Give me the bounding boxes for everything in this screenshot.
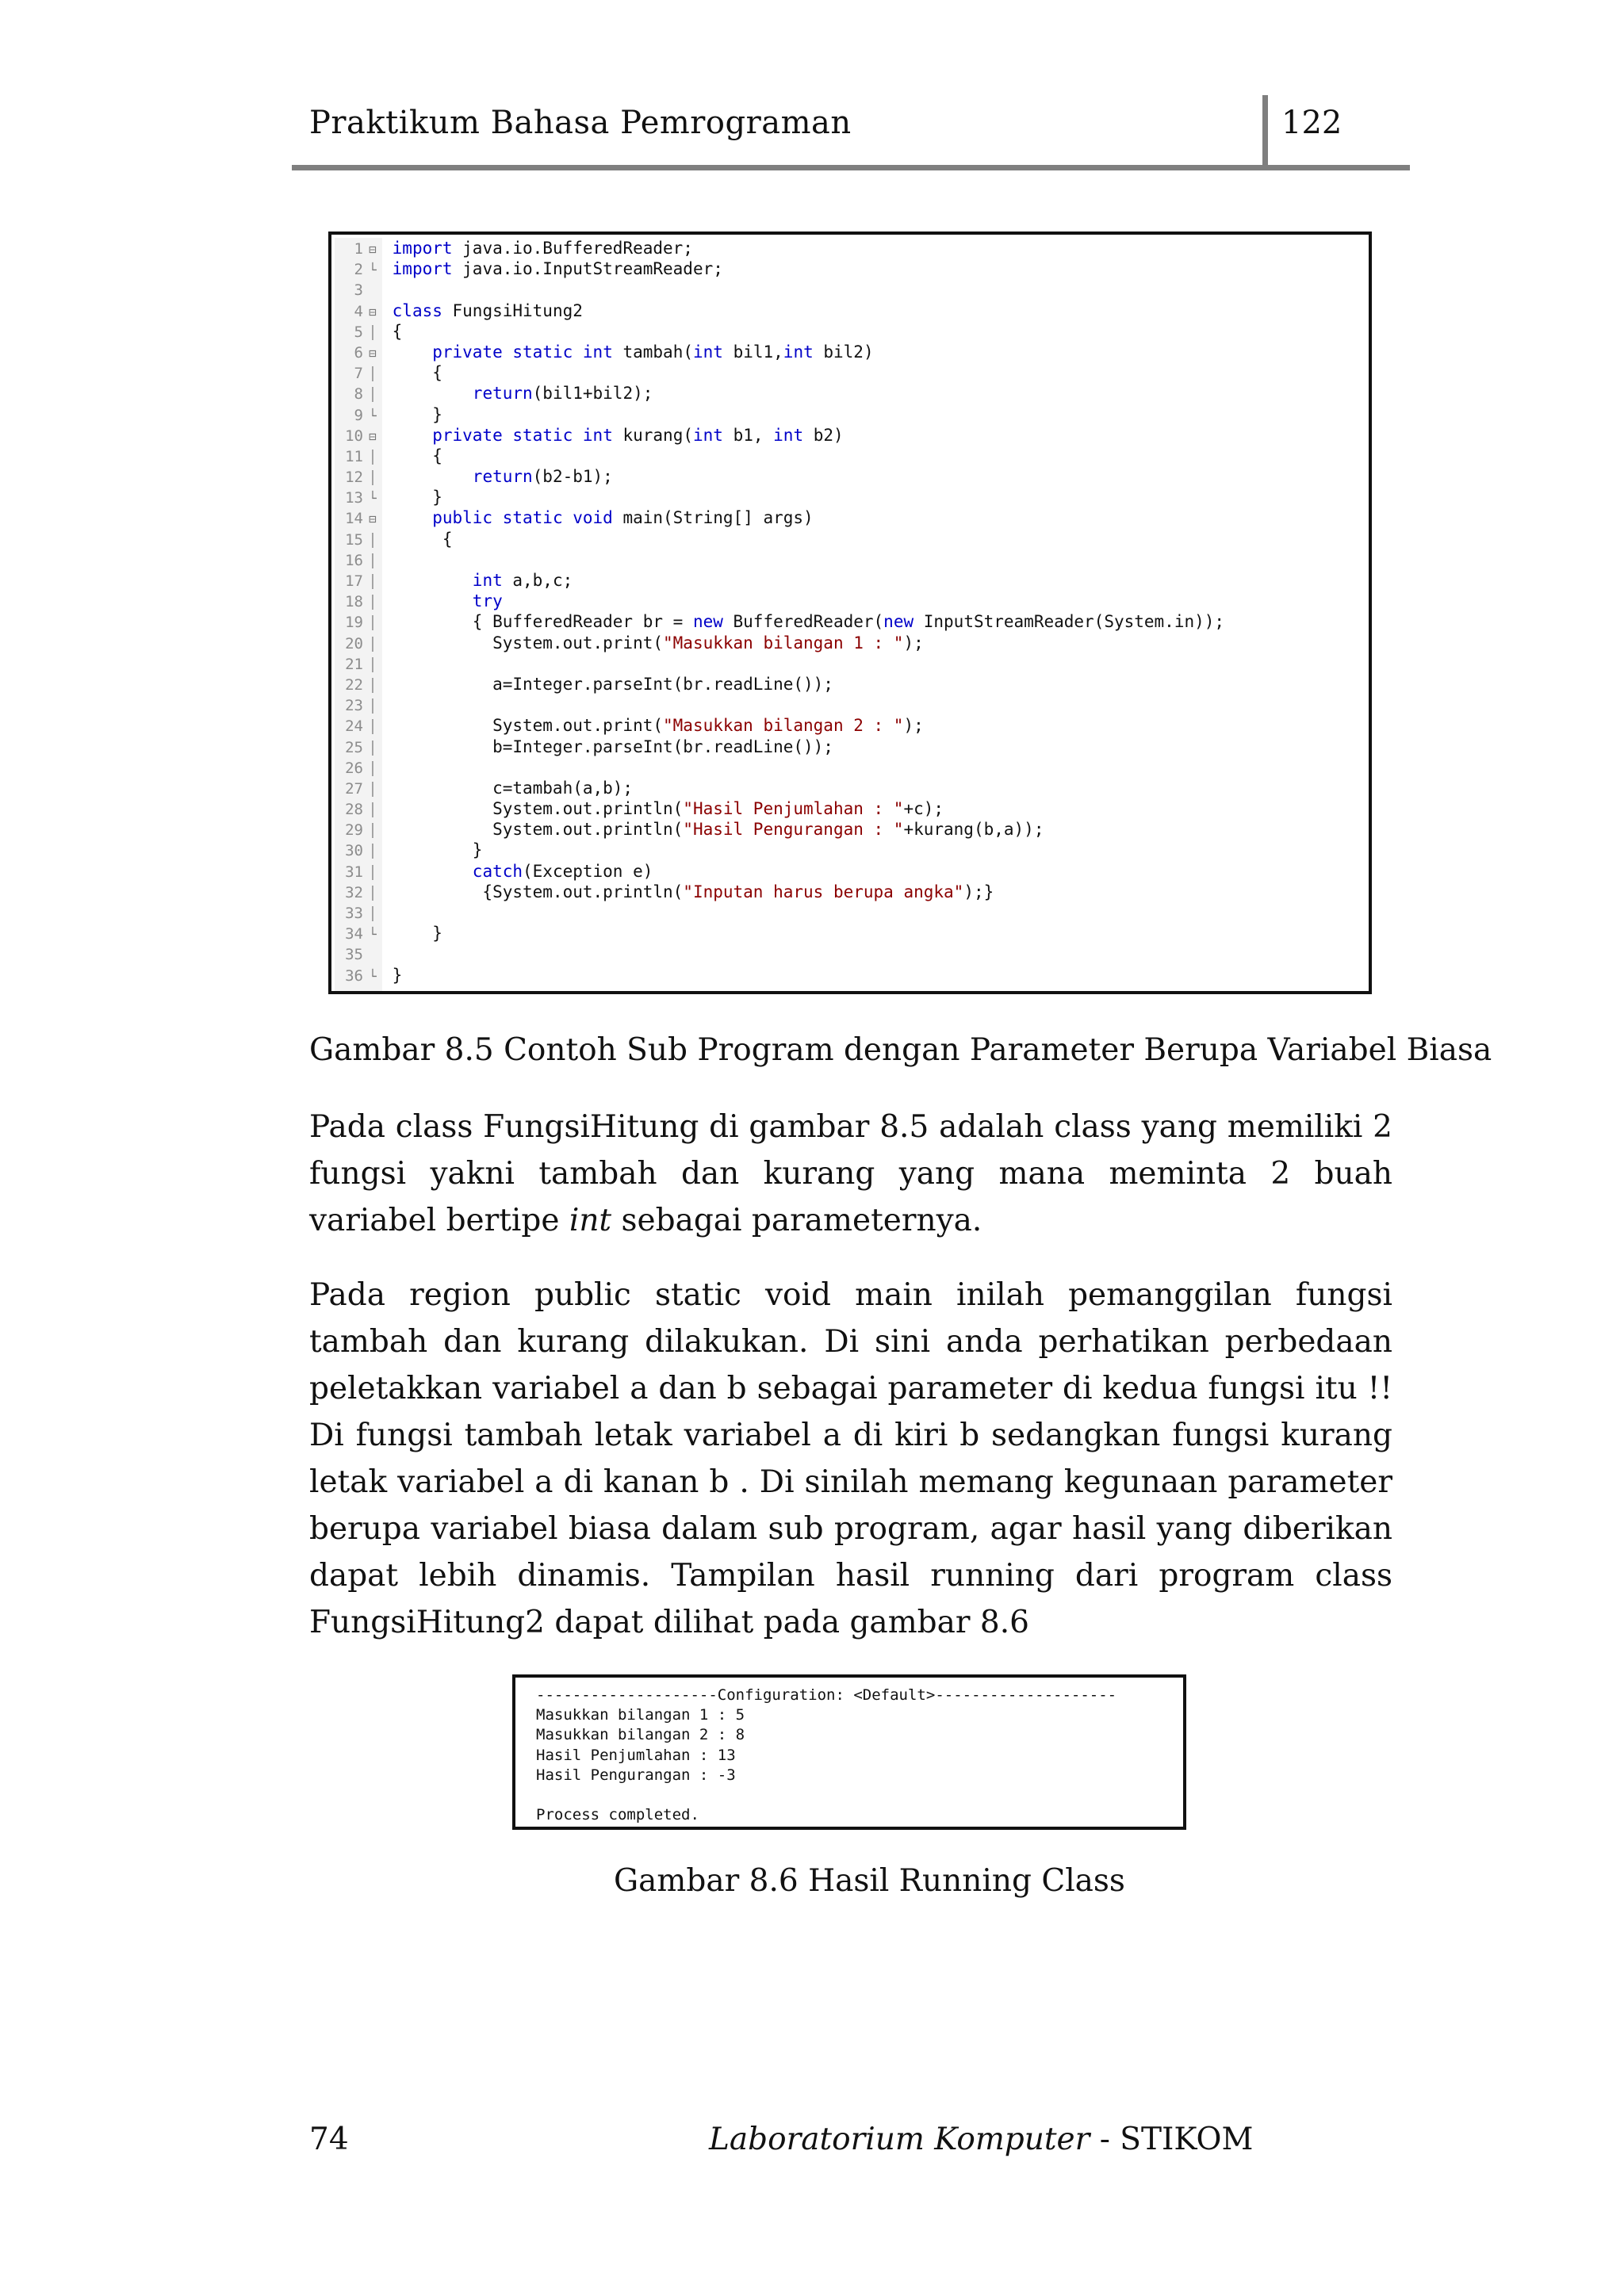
code-line <box>335 633 1365 653</box>
code-text <box>382 758 393 777</box>
code-text: System.out.println("Hasil Pengurangan : "+kurang(b,a)); <box>382 820 1044 840</box>
fold-marker-icon: │ <box>369 615 377 631</box>
code-text: } <box>382 404 442 424</box>
line-number: 20 <box>345 634 363 652</box>
code-line <box>335 425 1365 446</box>
code-text: } <box>382 924 442 943</box>
footer-lab-italic: Laboratorium Komputer <box>709 2122 1090 2157</box>
fold-marker-icon: ⊟ <box>369 304 377 320</box>
code-line <box>335 279 1365 300</box>
line-number: 21 <box>345 655 363 673</box>
line-number: 9 <box>354 406 363 424</box>
code-line <box>335 487 1365 507</box>
figure-caption-8-5: Gambar 8.5 Contoh Sub Program dengan Parameter Berupa Variabel Biasa <box>309 1032 1492 1068</box>
code-line <box>335 757 1365 778</box>
code-line <box>335 404 1365 425</box>
code-text <box>382 550 393 569</box>
paragraph-2: Pada region public static void main inilah pemanggilan fungsi tambah dan kurang dilakukan. Di sini anda perhatikan perbedaan peletakkan variabel a dan b sebagai parameter di kedua fungsi itu !! Di fungsi tambah letak variabel a di kiri b sedangkan fungsi kurang letak variabel a di kanan b . Di sinilah memang kegunaan parameter berupa variabel biasa dalam sub program, agar hasil yang diberikan dapat lebih dinamis. Tampilan hasil running dari program class FungsiHitung2 dapat dilihat pada gambar 8.6 <box>309 1277 1392 1640</box>
fold-marker-icon: └ <box>369 262 377 278</box>
header-rule <box>292 165 1410 170</box>
code-line <box>335 321 1365 342</box>
code-text <box>382 280 393 299</box>
line-number: 34 <box>345 925 363 943</box>
fold-marker-icon: │ <box>369 387 377 403</box>
code-text <box>382 695 393 714</box>
code-line <box>335 653 1365 674</box>
line-number: 8 <box>354 385 363 404</box>
output-line: Hasil Penjumlahan : 13 <box>536 1746 736 1764</box>
code-line <box>335 466 1365 487</box>
code-text: return(bil1+bil2); <box>472 384 653 404</box>
output-figure <box>512 1674 1186 1830</box>
fold-marker-icon: │ <box>369 698 377 714</box>
line-number: 10 <box>345 427 363 445</box>
code-text: try <box>472 591 503 611</box>
code-line <box>335 798 1365 819</box>
line-number: 13 <box>345 489 363 507</box>
output-lines <box>536 1686 1116 1825</box>
paragraph-1-tail: sebagai parameternya. <box>611 1203 982 1238</box>
fold-marker-icon: └ <box>369 408 377 423</box>
code-line <box>335 342 1365 362</box>
line-number: 26 <box>345 759 363 777</box>
code-line <box>335 446 1365 466</box>
code-text: System.out.println("Hasil Penjumlahan : "+c); <box>382 799 944 819</box>
code-line <box>335 923 1365 943</box>
footer-page-number: 74 <box>309 2122 349 2157</box>
code-line <box>335 882 1365 902</box>
fold-marker-icon: │ <box>369 719 377 735</box>
fold-marker-icon: ⊟ <box>369 511 377 527</box>
line-number: 31 <box>345 863 363 881</box>
fold-marker-icon: │ <box>369 885 377 901</box>
header-page-number: 122 <box>1281 105 1342 141</box>
line-number: 22 <box>345 675 363 694</box>
fold-marker-icon: └ <box>369 491 377 507</box>
code-line <box>335 737 1365 757</box>
fold-marker-icon: │ <box>369 760 377 776</box>
code-text: public static void main(String[] args) <box>432 508 814 528</box>
fold-marker-icon: │ <box>369 470 377 486</box>
line-number: 3 <box>354 281 363 300</box>
line-number: 16 <box>345 551 363 569</box>
fold-marker-icon: │ <box>369 449 377 465</box>
code-text: catch(Exception e) <box>472 861 653 881</box>
code-line <box>335 819 1365 840</box>
code-line <box>335 943 1365 964</box>
line-number: 33 <box>345 905 363 922</box>
code-text <box>382 903 393 922</box>
code-text: import java.io.InputStreamReader; <box>392 259 723 279</box>
paragraph-1 <box>309 1104 1392 1244</box>
line-number: 24 <box>345 718 363 736</box>
code-text: int a,b,c; <box>472 571 573 590</box>
code-text: } <box>382 965 403 985</box>
fold-marker-icon: │ <box>369 574 377 589</box>
fold-marker-icon: │ <box>369 677 377 693</box>
fold-marker-icon: └ <box>369 968 377 984</box>
code-text <box>382 654 393 673</box>
code-line <box>335 362 1365 383</box>
code-line <box>335 715 1365 736</box>
line-number: 36 <box>345 966 363 985</box>
code-text: private static int kurang(int b1, int b2) <box>432 425 844 445</box>
output-line: Hasil Pengurangan : -3 <box>536 1766 736 1784</box>
code-text <box>382 944 393 963</box>
fold-marker-icon: │ <box>369 553 377 568</box>
line-number: 11 <box>345 447 363 465</box>
code-line <box>335 300 1365 321</box>
line-number: 5 <box>354 323 363 341</box>
fold-marker-icon: │ <box>369 802 377 818</box>
output-line: Masukkan bilangan 1 : 5 <box>536 1706 745 1724</box>
code-line <box>335 570 1365 591</box>
code-line <box>335 965 1365 985</box>
fold-marker-icon: │ <box>369 864 377 880</box>
code-text: } <box>382 840 483 860</box>
output-line: --------------------Configuration: <Default>-------------------- <box>536 1686 1117 1704</box>
code-text: import java.io.BufferedReader; <box>392 239 693 258</box>
code-text: System.out.print("Masukkan bilangan 2 : "); <box>382 716 924 736</box>
line-number: 19 <box>345 614 363 632</box>
fold-marker-icon: │ <box>369 532 377 548</box>
line-number: 29 <box>345 821 363 840</box>
code-text: return(b2-b1); <box>472 467 613 487</box>
code-line <box>335 695 1365 715</box>
code-text: class FungsiHitung2 <box>392 300 583 320</box>
fold-marker-icon: │ <box>369 740 377 756</box>
code-line <box>335 258 1365 279</box>
code-text: System.out.print("Masukkan bilangan 1 : "); <box>382 633 924 652</box>
code-text: b=Integer.parseInt(br.readLine()); <box>382 737 833 756</box>
line-number: 25 <box>345 738 363 756</box>
code-text: a=Integer.parseInt(br.readLine()); <box>382 674 833 694</box>
fold-marker-icon: │ <box>369 906 377 921</box>
fold-marker-icon: ⊟ <box>369 242 377 257</box>
code-line <box>335 549 1365 570</box>
fold-marker-icon: ⊟ <box>369 428 377 444</box>
fold-marker-icon: │ <box>369 595 377 610</box>
line-number: 17 <box>345 572 363 590</box>
footer-lab <box>709 2122 1253 2157</box>
line-number: 2 <box>354 261 363 279</box>
fold-marker-icon: └ <box>369 927 377 943</box>
code-text: {System.out.println("Inputan harus berupa angka");} <box>382 882 994 901</box>
output-line <box>536 1785 1116 1805</box>
code-text: { <box>382 363 442 383</box>
fold-marker-icon: │ <box>369 324 377 340</box>
code-line <box>335 674 1365 695</box>
line-number: 12 <box>345 469 363 487</box>
output-line: Masukkan bilangan 2 : 8 <box>536 1726 745 1744</box>
line-number: 14 <box>345 510 363 528</box>
figure-caption-8-6: Gambar 8.6 Hasil Running Class <box>614 1863 1125 1899</box>
line-number: 18 <box>345 593 363 611</box>
line-number: 6 <box>354 343 363 362</box>
code-line <box>335 507 1365 528</box>
header-divider <box>1262 95 1268 168</box>
fold-marker-icon: │ <box>369 781 377 797</box>
line-number: 27 <box>345 779 363 798</box>
code-line <box>335 902 1365 923</box>
paragraph-1-italic: int <box>569 1203 612 1238</box>
code-text: private static int tambah(int bil1,int bil2) <box>432 342 874 362</box>
line-number: 30 <box>345 842 363 860</box>
code-line <box>335 840 1365 860</box>
code-line <box>335 238 1365 258</box>
code-text: c=tambah(a,b); <box>382 778 634 798</box>
code-line <box>335 778 1365 798</box>
line-number: 23 <box>345 697 363 715</box>
code-text: { <box>382 446 442 465</box>
code-line <box>335 611 1365 632</box>
fold-marker-icon: │ <box>369 656 377 672</box>
line-number: 7 <box>354 365 363 383</box>
code-text: { <box>382 321 403 341</box>
code-figure <box>328 232 1372 994</box>
code-text: { BufferedReader br = new BufferedReader(new InputStreamReader(System.in)); <box>382 612 1225 632</box>
line-number: 32 <box>345 883 363 901</box>
fold-marker-icon: ⊟ <box>369 345 377 361</box>
paragraph-1-text: Pada class FungsiHitung di gambar 8.5 adalah class yang memiliki 2 fungsi yakni tambah dan kurang yang mana meminta 2 buah variabel bertipe <box>309 1109 1392 1238</box>
header-title: Praktikum Bahasa Pemrograman <box>309 105 852 141</box>
code-line <box>335 383 1365 404</box>
line-number: 28 <box>345 801 363 819</box>
code-text: { <box>382 529 453 549</box>
code-line <box>335 591 1365 611</box>
line-number: 4 <box>354 302 363 320</box>
line-number: 1 <box>354 240 363 258</box>
line-number: 35 <box>345 946 363 964</box>
code-line <box>335 861 1365 882</box>
code-text: } <box>382 488 442 507</box>
output-line: Process completed. <box>536 1806 699 1824</box>
code-line <box>335 529 1365 549</box>
fold-marker-icon: │ <box>369 823 377 839</box>
fold-marker-icon: │ <box>369 844 377 859</box>
code-lines <box>335 238 1365 985</box>
fold-marker-icon: │ <box>369 366 377 382</box>
footer-lab-rest: - STIKOM <box>1090 2122 1254 2157</box>
line-number: 15 <box>345 530 363 549</box>
fold-marker-icon: │ <box>369 636 377 652</box>
